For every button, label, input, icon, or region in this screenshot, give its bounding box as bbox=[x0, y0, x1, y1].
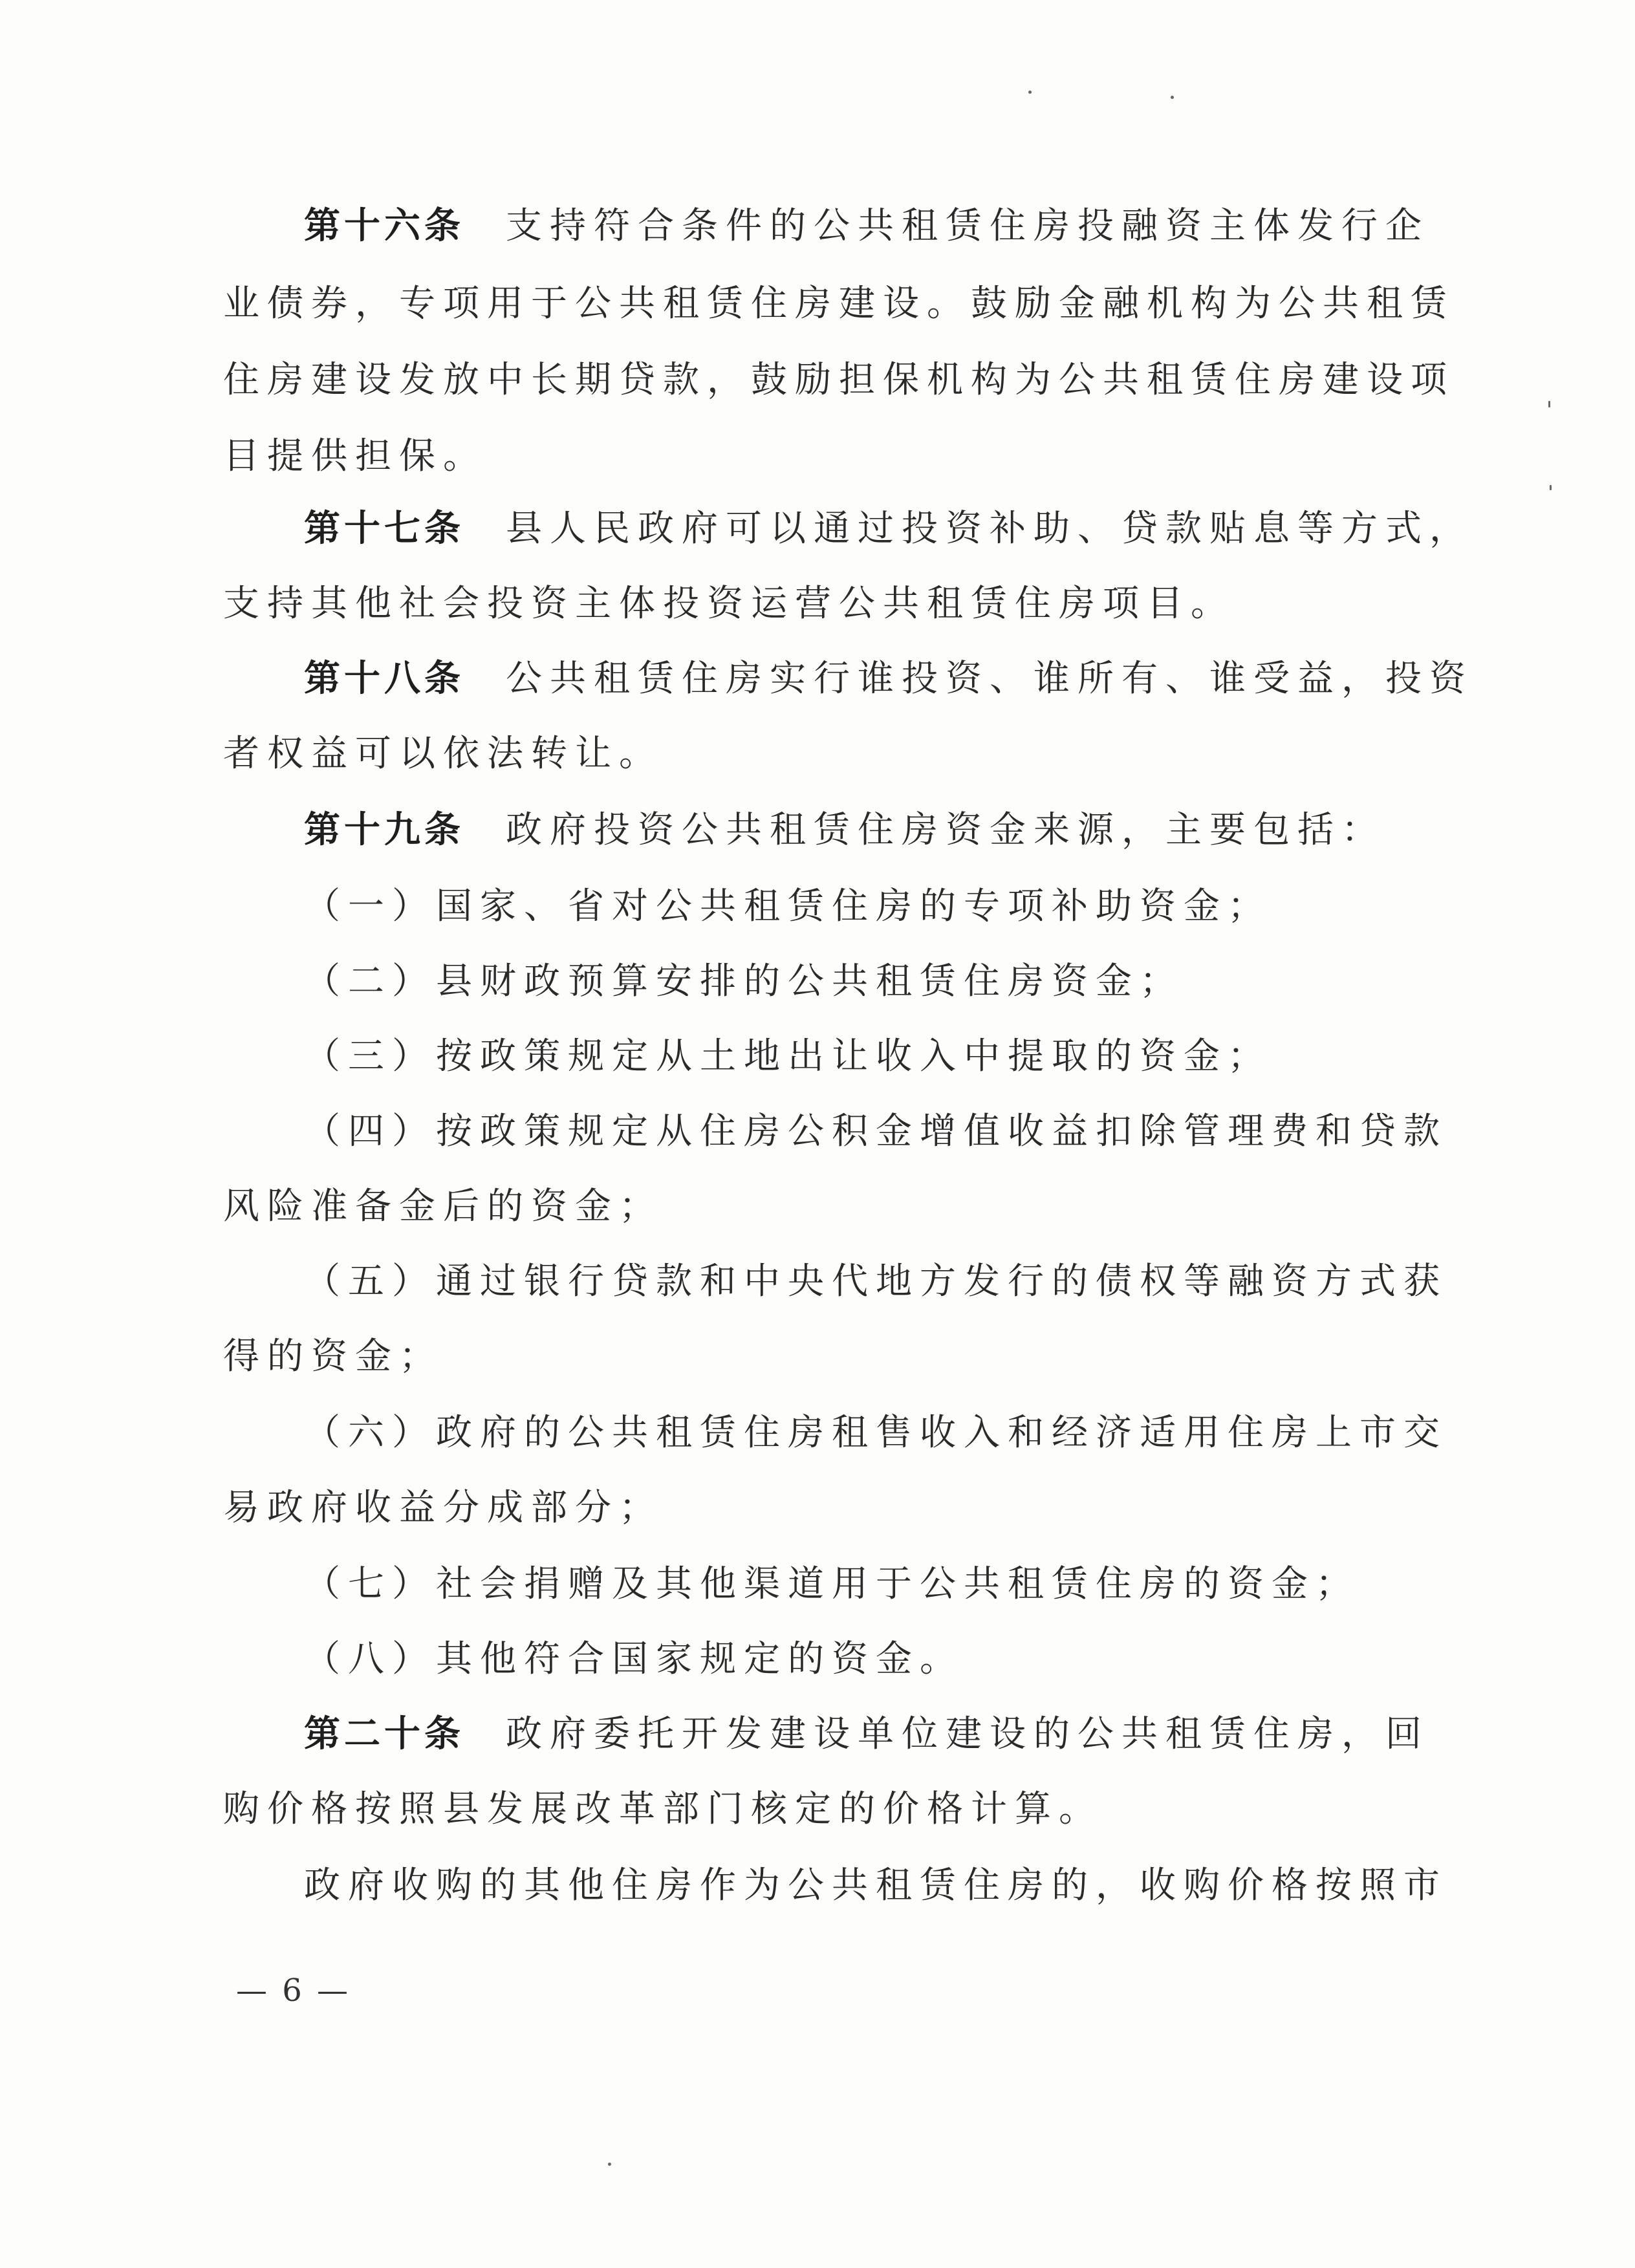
article-20-line-1 bbox=[304, 1714, 1429, 1755]
article-18-text: 公共租赁住房实行谁投资、谁所有、谁受益，投资 bbox=[506, 658, 1473, 700]
article-19-item-6-line-1: （六）政府的公共租赁住房租售收入和经济适用住房上市交 bbox=[304, 1412, 1447, 1454]
article-16-line-4: 目提供担保。 bbox=[223, 435, 487, 477]
article-17-line-2: 支持其他社会投资主体投资运营公共租赁住房项目。 bbox=[223, 583, 1235, 625]
article-18-title: 第十八条 bbox=[304, 658, 464, 700]
article-19-item-7: （七）社会捐赠及其他渠道用于公共租赁住房的资金； bbox=[304, 1563, 1359, 1605]
article-16-line-3: 住房建设发放中长期贷款，鼓励担保机构为公共租赁住房建设项 bbox=[223, 359, 1455, 401]
article-19-item-4-line-2: 风险准备金后的资金； bbox=[223, 1185, 663, 1227]
article-20-text: 政府委托开发建设单位建设的公共租赁住房，回 bbox=[506, 1713, 1429, 1755]
article-19-title: 第十九条 bbox=[304, 809, 464, 851]
article-20-line-2: 购价格按照县发展改革部门核定的价格计算。 bbox=[223, 1788, 1103, 1830]
article-19-item-8: （八）其他符合国家规定的资金。 bbox=[304, 1638, 964, 1680]
article-16-line-2: 业债券，专项用于公共租赁住房建设。鼓励金融机构为公共租赁 bbox=[223, 283, 1455, 325]
article-19-item-4-line-1: （四）按政策规定从住房公积金增值收益扣除管理费和贷款 bbox=[304, 1110, 1447, 1152]
scan-speck bbox=[1550, 485, 1552, 490]
article-20-para-2-line-1: 政府收购的其他住房作为公共租赁住房的，收购价格按照市 bbox=[304, 1864, 1447, 1906]
article-16-line-1 bbox=[304, 206, 1429, 247]
article-19-item-5-line-2: 得的资金； bbox=[223, 1335, 443, 1377]
article-18-line-1 bbox=[304, 658, 1473, 700]
article-19-item-6-line-2: 易政府收益分成部分； bbox=[223, 1487, 663, 1529]
article-19-text: 政府投资公共租赁住房资金来源，主要包括： bbox=[506, 809, 1385, 851]
article-19-item-1: （一）国家、省对公共租赁住房的专项补助资金； bbox=[304, 885, 1272, 927]
article-19-line-1 bbox=[304, 810, 1385, 851]
article-19-item-5-line-1: （五）通过银行贷款和中央代地方发行的债权等融资方式获 bbox=[304, 1260, 1447, 1302]
scan-speck bbox=[1548, 401, 1550, 407]
article-20-title: 第二十条 bbox=[304, 1713, 464, 1755]
scan-speck bbox=[1028, 91, 1032, 94]
page-number: — 6 — bbox=[236, 1972, 351, 2009]
article-17-line-1 bbox=[304, 508, 1473, 550]
article-18-line-2: 者权益可以依法转让。 bbox=[223, 733, 663, 775]
article-16-title: 第十六条 bbox=[304, 205, 464, 247]
article-17-text: 县人民政府可以通过投资补助、贷款贴息等方式， bbox=[506, 508, 1473, 550]
scan-speck bbox=[608, 2163, 611, 2166]
article-19-item-2: （二）县财政预算安排的公共租赁住房资金； bbox=[304, 960, 1184, 1002]
scan-speck bbox=[1171, 96, 1174, 99]
article-17-title: 第十七条 bbox=[304, 508, 464, 550]
article-16-text: 支持符合条件的公共租赁住房投融资主体发行企 bbox=[506, 205, 1429, 247]
article-19-item-3: （三）按政策规定从土地出让收入中提取的资金； bbox=[304, 1035, 1272, 1077]
